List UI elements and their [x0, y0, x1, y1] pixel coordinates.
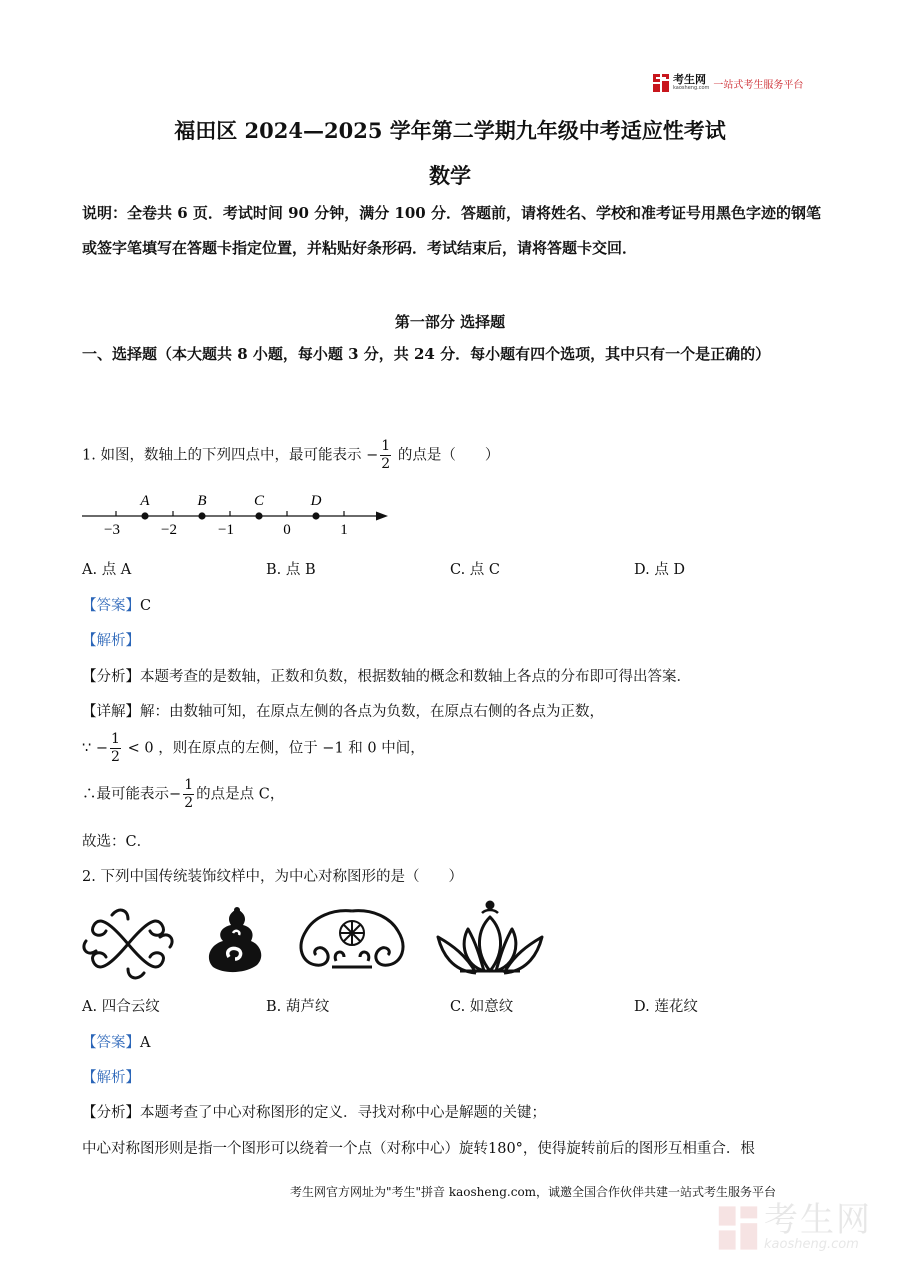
q1-therefore-line — [82, 777, 284, 812]
point-b — [198, 512, 205, 519]
q2-option-c: C. 如意纹 — [450, 999, 514, 1015]
answer-tag: 【答案】 — [82, 1035, 140, 1051]
watermark-name: 考生网 — [764, 1200, 872, 1240]
frac-den: 2 — [381, 456, 391, 472]
tick-label-neg2: −2 — [161, 522, 177, 538]
logo-tagline: 一站式考生服务平台 — [713, 79, 804, 91]
fenxi-tag: 【分析】 — [82, 1105, 140, 1121]
q2-option-d: D. 莲花纹 — [634, 999, 698, 1015]
because-fraction — [110, 731, 121, 766]
logo-text — [673, 75, 709, 91]
watermark — [716, 1200, 872, 1252]
because-rest: < 0 ，则在原点的左侧，位于 −1 和 0 中间， — [127, 740, 425, 757]
frac-num: 1 — [184, 777, 194, 793]
q1-minus: − — [366, 447, 379, 464]
xiangjie-text: 解：由数轴可知，在原点左侧的各点为负数，在原点右侧的各点为正数， — [140, 704, 604, 720]
because-minus: − — [95, 740, 108, 757]
q1-because-line — [82, 731, 425, 766]
xiangjie-tag: 【详解】 — [82, 704, 140, 720]
frac-num: 1 — [111, 731, 120, 747]
gourd-pattern-icon — [203, 905, 267, 973]
arrow-icon — [376, 512, 388, 521]
point-label-b: B — [197, 493, 207, 509]
q1-fenxi — [82, 665, 691, 686]
q2-option-a: A. 四合云纹 — [82, 999, 160, 1015]
fenxi-text: 本题考查的是数轴，正数和负数，根据数轴的概念和数轴上各点的分布即可得出答案． — [140, 669, 691, 685]
q1-option-b: B. 点 B — [266, 562, 316, 578]
point-label-d: D — [310, 493, 322, 509]
instructions: 说明：全卷共 6 页．考试时间 90 分钟，满分 100 分．答题前，请将姓名、学校和准考证号用黑色字迹的钢笔或签字笔填写在答题卡指定位置，并粘贴好条形码．考试结束后，请将答题卡交回． — [82, 204, 821, 257]
therefore-post: 的点是点 C， — [196, 786, 285, 803]
exam-title: 福田区 2024—2025 学年第二学期九年级中考适应性考试 — [174, 118, 726, 143]
point-c — [255, 512, 262, 519]
point-label-a: A — [140, 493, 150, 509]
q2-fenxi — [82, 1101, 546, 1122]
q1-answer — [82, 594, 151, 615]
watermark-domain: kaosheng.com — [764, 1237, 859, 1252]
point-d — [312, 512, 319, 519]
point-label-c: C — [253, 493, 265, 509]
sihe-cloud-pattern-icon — [82, 905, 174, 983]
q1-stem-prefix: 1. 如图，数轴上的下列四点中，最可能表示 — [82, 447, 362, 464]
frac-den: 2 — [111, 749, 120, 765]
q2-last-line: 中心对称图形则是指一个图形可以绕着一个点（对称中心）旋转180°，使得旋转前后的图形互相重合．根 — [82, 1141, 755, 1157]
therefore-fraction — [183, 777, 194, 812]
q2-stem: 2. 下列中国传统装饰纹样中，为中心对称图形的是（ ） — [82, 869, 463, 885]
logo-mark-icon — [652, 73, 670, 93]
q2-answer — [82, 1031, 150, 1052]
q1-fraction — [380, 438, 391, 473]
q2-option-b: B. 葫芦纹 — [266, 999, 330, 1015]
q1-choose: 故选：C． — [82, 834, 152, 850]
fenxi-text: 本题考查了中心对称图形的定义．寻找对称中心是解题的关键； — [140, 1105, 546, 1121]
footer-text: 考生网官方网址为"考生"拼音 kaosheng.com，诚邀全国合作伙伴共建一站式考生服务平台 — [290, 1185, 777, 1199]
tick-label-0: 0 — [283, 522, 291, 538]
logo-name: 考生网 — [673, 73, 706, 86]
q1-analysis-tag: 【解析】 — [82, 633, 140, 649]
answer-value: C — [140, 598, 152, 614]
brand-logo — [652, 72, 803, 94]
tick-label-1: 1 — [340, 522, 348, 538]
q1-xiangjie — [82, 700, 604, 721]
subject-title: 数学 — [429, 163, 471, 188]
point-a — [141, 512, 148, 519]
q1-option-a: A. 点 A — [82, 562, 132, 578]
watermark-logo-icon — [716, 1204, 760, 1252]
part-title: 第一部分 选择题 — [394, 313, 506, 331]
answer-tag: 【答案】 — [82, 598, 140, 614]
q1-option-d: D. 点 D — [634, 562, 686, 578]
q1-stem-suffix: 的点是（ ） — [397, 447, 500, 464]
therefore-pre: 最可能表示 — [96, 786, 169, 803]
q2-analysis-tag: 【解析】 — [82, 1070, 140, 1086]
logo-domain: kaosheng.com — [673, 85, 710, 91]
tick-label-neg3: −3 — [104, 522, 120, 538]
fenxi-tag: 【分析】 — [82, 669, 140, 685]
answer-value: A — [140, 1035, 151, 1051]
number-line — [80, 486, 400, 542]
ruyi-pattern-icon — [292, 905, 414, 975]
section-title: 一、选择题（本大题共 8 小题，每小题 3 分，共 24 分．每小题有四个选项，其中只有一个是正确的） — [82, 345, 771, 363]
frac-den: 2 — [184, 795, 194, 811]
q1-option-c: C. 点 C — [450, 562, 500, 578]
q1-stem — [82, 438, 499, 473]
tick-label-neg1: −1 — [218, 522, 234, 538]
frac-num: 1 — [381, 438, 391, 454]
lotus-pattern-icon — [434, 893, 546, 977]
therefore-minus: − — [169, 786, 182, 803]
because-symbol: ∵ — [82, 740, 92, 757]
therefore-symbol: ∴ — [82, 786, 97, 803]
